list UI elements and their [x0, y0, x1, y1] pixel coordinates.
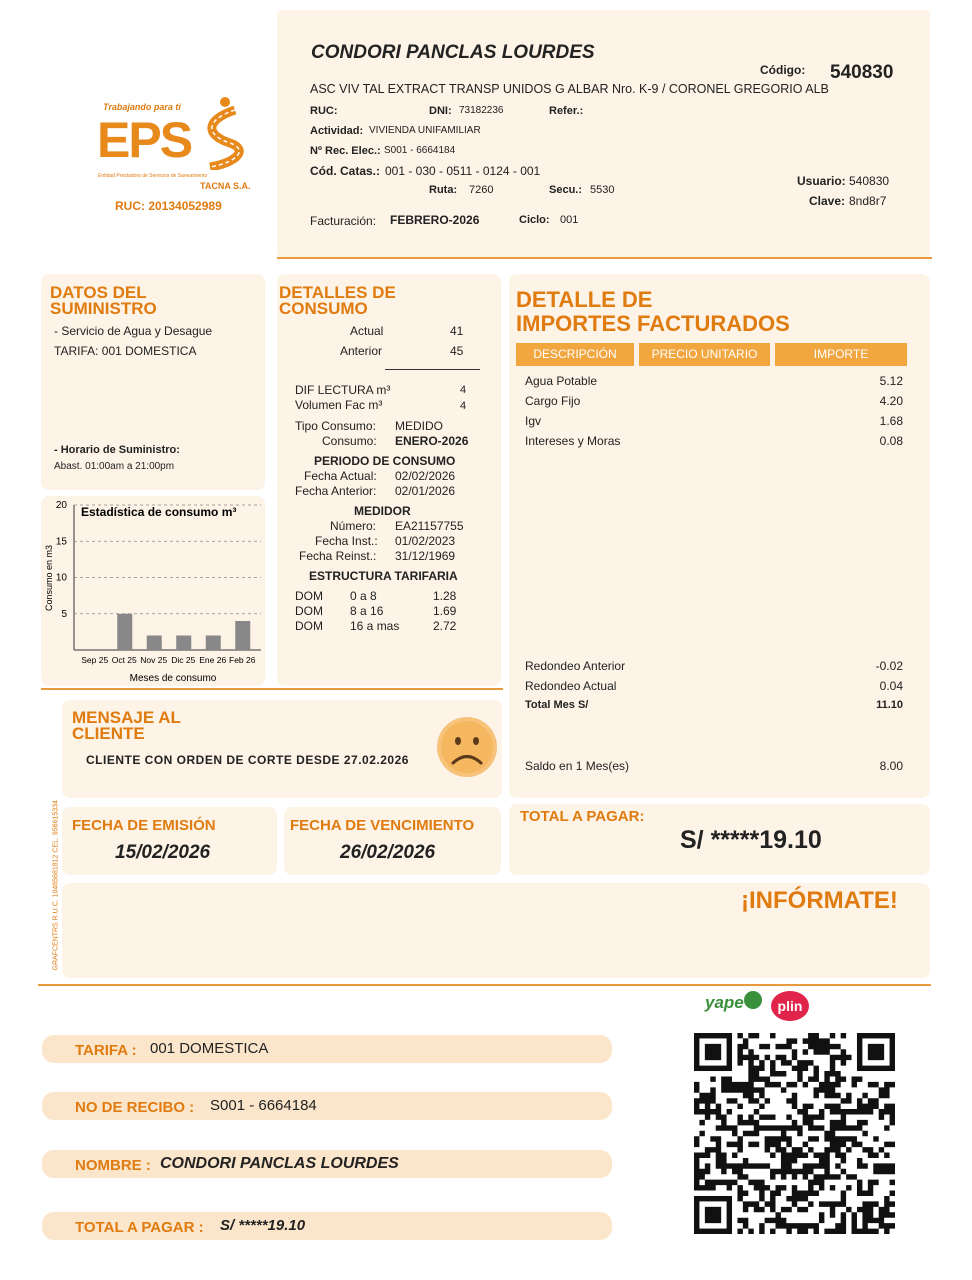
chart-x-tick: Ene 26 — [199, 655, 227, 665]
chart-bar — [235, 621, 250, 650]
redondeo-anterior-value: -0.02 — [875, 659, 903, 673]
fecha-actual-value: 02/02/2026 — [395, 469, 456, 483]
chart-y-tick: 15 — [55, 536, 67, 548]
company-logo — [95, 95, 255, 215]
total-mes-label: Total Mes S/ — [525, 699, 589, 711]
usuario-label: Usuario: — [797, 174, 846, 188]
tarifa-row-1-range: 0 a 8 — [350, 589, 377, 603]
secu-label: Secu.: — [549, 184, 583, 196]
col-header-precio: PRECIO UNITARIO — [639, 343, 770, 366]
stub-total-label: TOTAL A PAGAR : — [75, 1219, 204, 1236]
actual-value: 41 — [450, 324, 464, 338]
col-header-descripcion: DESCRIPCIÓN — [516, 343, 634, 366]
periodo-title: PERIODO DE CONSUMO — [314, 454, 456, 468]
importe-value: 0.08 — [879, 434, 903, 448]
printer-side-text: GRAFCENTRS R.U.C. 10465681812 CEL. 956615334 — [52, 800, 60, 971]
chart-x-tick: Feb 26 — [229, 655, 256, 665]
redondeo-actual-value: 0.04 — [879, 679, 903, 693]
tarifa-text: TARIFA: 001 DOMESTICA — [54, 344, 197, 358]
fecha-reinst-value: 31/12/1969 — [395, 549, 456, 563]
dif-label: DIF LECTURA m³ — [295, 383, 391, 397]
chart-bar — [176, 636, 191, 651]
qr-code[interactable] — [694, 1033, 895, 1234]
chart-y-tick: 10 — [55, 572, 67, 584]
importe-desc: Igv — [525, 414, 542, 428]
cons-label: Consumo: — [322, 434, 377, 448]
redondeo-actual-row — [525, 679, 903, 693]
chart-x-tick: Nov 25 — [140, 655, 168, 665]
ciclo-label: Ciclo: — [519, 214, 550, 226]
sad-face-icon — [436, 716, 498, 778]
importe-desc: Agua Potable — [525, 374, 598, 388]
header-divider — [277, 257, 932, 259]
clave-label: Clave: — [809, 194, 846, 208]
logo-ruc: RUC: 20134052989 — [115, 199, 222, 213]
rec-label: Nº Rec. Elec.: — [310, 145, 381, 157]
chart-y-label: Consumo en m3 — [44, 544, 54, 612]
vol-label: Volumen Fac m³ — [295, 398, 383, 412]
consumo-title-1: DETALLES DE — [279, 283, 396, 302]
plin-logo — [771, 991, 809, 1021]
suministro-title-2: SUMINISTRO — [50, 299, 157, 318]
stub-total-row — [42, 1212, 612, 1240]
secu-value: 5530 — [590, 184, 615, 196]
anterior-label: Anterior — [340, 344, 383, 358]
rec-value: S001 - 6664184 — [384, 145, 456, 156]
ruta-label: Ruta: — [429, 184, 458, 196]
codigo-label: Código: — [760, 63, 806, 77]
fecha-inst-label: Fecha Inst.: — [315, 534, 378, 548]
medidor-title: MEDIDOR — [354, 504, 411, 518]
importe-value: 5.12 — [879, 374, 903, 388]
stub-recibo-label: NO DE RECIBO : — [75, 1099, 195, 1116]
logo-subtitle: Entidad Prestadora de Servicios de Saneamiento — [98, 173, 208, 179]
saldo-row — [525, 759, 903, 773]
chart-bar — [147, 636, 162, 651]
stub-recibo-row — [42, 1092, 612, 1120]
actividad-label: Actividad: — [310, 125, 364, 137]
saldo-value: 8.00 — [879, 759, 903, 773]
chart-y-tick: 5 — [61, 608, 67, 620]
total-mes-row — [525, 699, 903, 711]
stub-tarifa-value: 001 DOMESTICA — [150, 1040, 269, 1057]
fecha-inst-value: 01/02/2023 — [395, 534, 456, 548]
lectura-divider — [385, 369, 480, 370]
vencimiento-value: 26/02/2026 — [340, 842, 436, 863]
total-label: TOTAL A PAGAR: — [520, 808, 645, 825]
stub-divider — [38, 984, 931, 986]
col-header-importe: IMPORTE — [775, 343, 907, 366]
redondeo-anterior-row — [525, 659, 903, 673]
usuario-value: 540830 — [849, 174, 890, 188]
fecha-actual-label: Fecha Actual: — [304, 469, 377, 483]
stub-nombre-row — [42, 1150, 612, 1178]
catas-label: Cód. Catas.: — [310, 164, 381, 178]
logo-mark: EPS — [97, 112, 192, 168]
saldo-label: Saldo en 1 Mes(es) — [525, 759, 630, 773]
mensaje-title-2: CLIENTE — [72, 724, 145, 743]
vol-value: 4 — [460, 400, 467, 412]
dni-label: DNI: — [429, 105, 452, 117]
fecha-reinst-label: Fecha Reinst.: — [299, 549, 377, 563]
consumo-title-2: CONSUMO — [279, 299, 368, 318]
importe-desc: Cargo Fijo — [525, 394, 581, 408]
redondeo-actual-label: Redondeo Actual — [525, 679, 617, 693]
stub-tarifa-row — [42, 1035, 612, 1063]
chart-x-tick: Dic 25 — [171, 655, 196, 665]
tarifa-row-1-cat: DOM — [295, 589, 323, 603]
numero-label: Número: — [330, 519, 377, 533]
actividad-value: VIVIENDA UNIFAMILIAR — [369, 125, 481, 136]
catas-value: 001 - 030 - 0511 - 0124 - 001 — [385, 164, 541, 178]
stub-recibo-value: S001 - 6664184 — [210, 1097, 317, 1114]
plin-label: plin — [777, 998, 803, 1014]
yape-badge-icon — [744, 991, 762, 1009]
fecha-anterior-label: Fecha Anterior: — [295, 484, 377, 498]
dif-value: 4 — [460, 384, 467, 396]
customer-name: CONDORI PANCLAS LOURDES — [311, 42, 595, 63]
chart-x-tick: Sep 25 — [81, 655, 109, 665]
importe-row — [525, 394, 903, 408]
ruta-value: 7260 — [469, 184, 494, 196]
qr-finder-pattern — [705, 1044, 721, 1060]
yape-logo: yape — [705, 993, 744, 1012]
codigo-value: 540830 — [830, 62, 894, 83]
facturacion-value: FEBRERO-2026 — [390, 213, 480, 227]
qr-finder-pattern — [868, 1044, 884, 1060]
importe-desc: Intereses y Moras — [525, 434, 621, 448]
chart-title: Estadística de consumo m³ — [81, 505, 237, 519]
informate-title: ¡INFÓRMATE! — [741, 887, 898, 914]
tarifa-row-1-price: 1.28 — [433, 589, 457, 603]
numero-value: EA21157755 — [395, 519, 464, 533]
tarifa-row-2-price: 1.69 — [433, 604, 457, 618]
tipo-value: MEDIDO — [395, 419, 443, 433]
importes-title-1: DETALLE DE — [516, 287, 653, 312]
stub-nombre-value: CONDORI PANCLAS LOURDES — [160, 1155, 399, 1172]
clave-value: 8nd8r7 — [849, 194, 887, 208]
fecha-anterior-value: 02/01/2026 — [395, 484, 456, 498]
anterior-value: 45 — [450, 344, 464, 358]
total-value: S/ *****19.10 — [680, 826, 822, 854]
chart-bar — [206, 636, 221, 651]
chart-y-tick: 20 — [55, 500, 67, 511]
vencimiento-label: FECHA DE VENCIMIENTO — [290, 817, 475, 834]
tarifa-row-3-price: 2.72 — [433, 619, 457, 633]
logo-road-icon — [195, 95, 255, 170]
tarifa-row-3-cat: DOM — [295, 619, 323, 633]
ciclo-value: 001 — [560, 214, 579, 226]
tipo-label: Tipo Consumo: — [295, 419, 376, 433]
importe-row — [525, 434, 903, 448]
chart-bar — [117, 614, 132, 650]
emision-value: 15/02/2026 — [115, 842, 211, 863]
tarifa-row-2-cat: DOM — [295, 604, 323, 618]
ruc-label: RUC: — [310, 105, 338, 117]
message-divider — [41, 688, 503, 690]
estructura-title: ESTRUCTURA TARIFARIA — [309, 569, 458, 583]
importe-row — [525, 374, 903, 388]
stub-total-value: S/ *****19.10 — [220, 1217, 306, 1234]
importe-row — [525, 414, 903, 428]
suministro-title-1: DATOS DEL — [50, 283, 147, 302]
emision-label: FECHA DE EMISIÓN — [72, 817, 216, 834]
qr-finder-pattern — [705, 1207, 721, 1223]
importe-value: 1.68 — [879, 414, 903, 428]
facturacion-label: Facturación: — [310, 214, 377, 228]
servicio-text: - Servicio de Agua y Desague — [54, 324, 213, 338]
refer-label: Refer.: — [549, 105, 584, 117]
stub-tarifa-label: TARIFA : — [75, 1042, 137, 1059]
tarifa-row-3-range: 16 a mas — [350, 619, 400, 633]
mensaje-text: CLIENTE CON ORDEN DE CORTE DESDE 27.02.2026 — [86, 753, 409, 767]
horario-value: Abast. 01:00am a 21:00pm — [54, 461, 175, 472]
address: ASC VIV TAL EXTRACT TRANSP UNIDOS G ALBAR Nro. K-9 / CORONEL GREGORIO ALB — [310, 82, 829, 96]
tarifa-row-2-range: 8 a 16 — [350, 604, 384, 618]
stub-nombre-label: NOMBRE : — [75, 1157, 151, 1174]
dni-value: 73182236 — [459, 105, 504, 116]
total-mes-value: 11.10 — [876, 699, 903, 711]
actual-label: Actual — [350, 324, 384, 338]
chart-x-label: Meses de consumo — [129, 673, 217, 684]
logo-company: TACNA S.A. — [200, 181, 251, 191]
importes-title-2: IMPORTES FACTURADOS — [516, 311, 790, 336]
redondeo-anterior-label: Redondeo Anterior — [525, 659, 626, 673]
chart-x-tick: Oct 25 — [111, 655, 137, 665]
logo-tagline: Trabajando para ti — [103, 102, 181, 112]
horario-label: - Horario de Suministro: — [54, 444, 180, 456]
cons-value: ENERO-2026 — [395, 434, 469, 448]
consumption-chart — [41, 496, 265, 686]
mensaje-title-1: MENSAJE AL — [72, 708, 181, 727]
importe-value: 4.20 — [879, 394, 903, 408]
